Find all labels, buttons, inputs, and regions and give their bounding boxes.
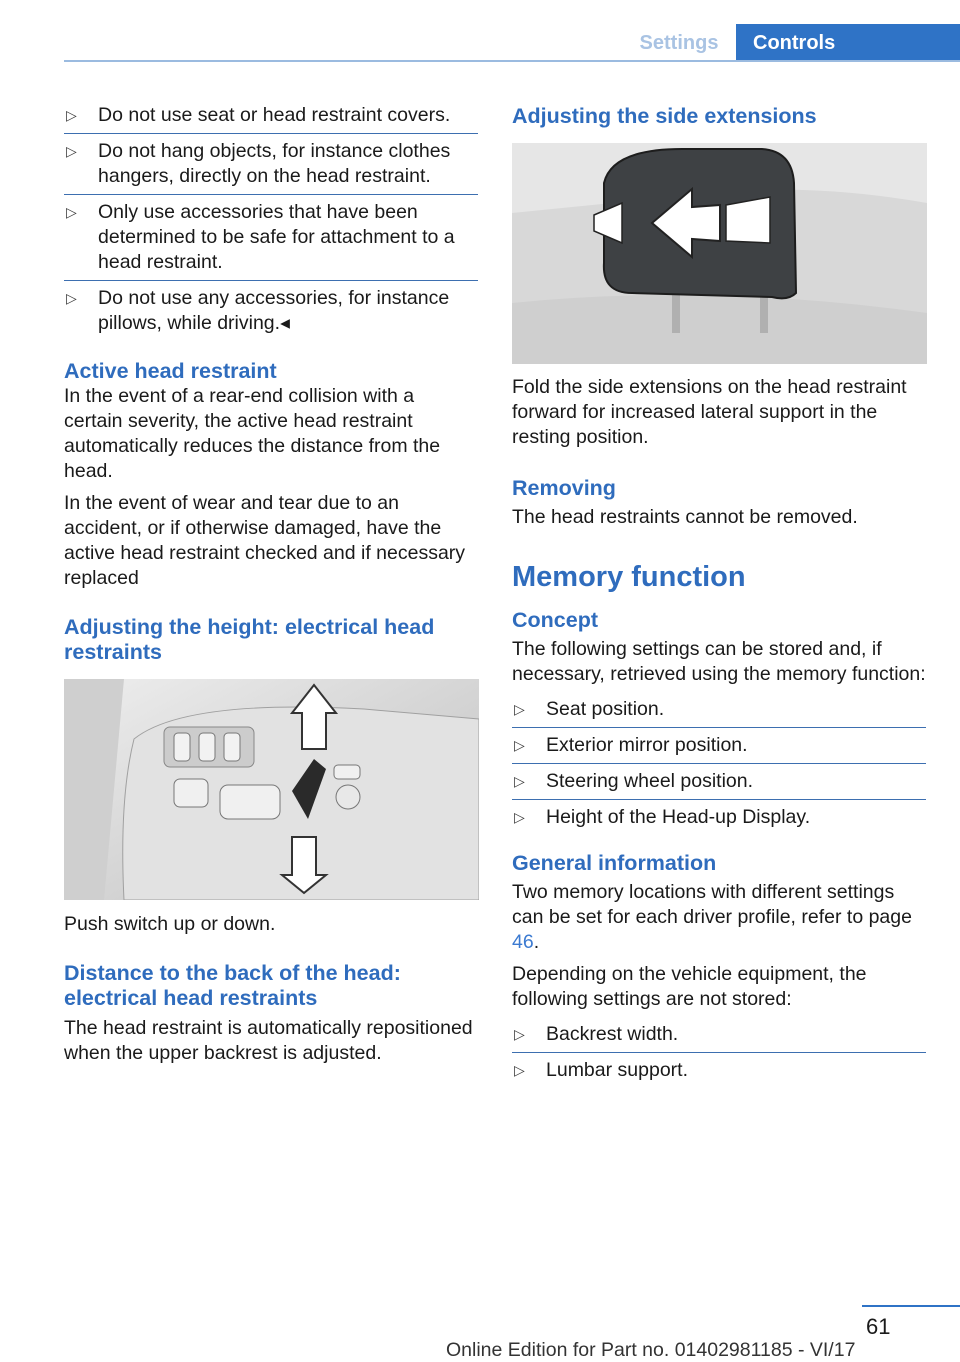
footer-rule [862,1305,960,1307]
page-link[interactable]: 46 [512,931,534,953]
triangle-bullet-icon: ▷ [66,204,77,220]
page-number: 61 [866,1314,891,1339]
concept-heading: Concept [512,608,598,632]
distance-paragraph: The head restraint is automatically repositioned when the upper backrest is adjusted. [64,1017,473,1064]
adjusting-height-heading: Adjusting the height: electrical head restraints [64,615,435,664]
list-item: ▷ Only use accessories that have been determined to be safe for attachment to a head restraint. [64,194,478,280]
list-item: ▷ Seat position. [514,698,665,720]
triangle-bullet-icon: ▷ [514,1062,525,1078]
left-column [64,98,478,1066]
concept-settings-list [512,692,926,835]
tab-controls[interactable]: Controls [736,24,960,62]
memory-function-heading: Memory function [512,561,746,593]
triangle-bullet-icon: ▷ [514,773,525,789]
general-information-heading: General information [512,851,717,875]
removing-paragraph: The head restraints cannot be removed. [512,506,858,528]
active-paragraph-2: In the event of wear and tear due to an accident, or if otherwise damaged, have the active head restraint checked and if necessary replaced [64,492,466,589]
removing-heading: Removing [512,476,616,500]
height-caption: Push switch up or down. [64,913,276,935]
triangle-bullet-icon: ▷ [514,809,525,825]
general-paragraph-2: Depending on the vehicle equipment, the following settings are not stored: [512,963,867,1010]
side-extensions-heading: Adjusting the side extensions [512,104,817,128]
triangle-bullet-icon: ▷ [514,737,525,753]
triangle-bullet-icon: ▷ [66,143,77,159]
list-item: ▷ Exterior mirror position. [512,727,926,763]
distance-heading: Distance to the back of the head: electrical head restraints [64,961,401,1010]
general-paragraph-1: Two memory locations with different settings can be set for each driver profile, refer to page 46. [512,881,912,953]
tab-settings[interactable]: Settings [639,32,719,54]
list-item: ▷ Backrest width. [514,1023,679,1045]
header-rule [64,60,960,62]
triangle-bullet-icon: ▷ [66,290,77,306]
edition-note: Online Edition for Part no. 01402981185 - VI/17 [446,1339,856,1361]
list-item: ▷ Do not use seat or head restraint covers. [66,104,451,126]
restraint-warning-list [64,98,478,341]
list-item: ▷ Height of the Head-up Display. [512,799,926,835]
triangle-bullet-icon: ▷ [514,701,525,717]
list-item: ▷ Do not hang objects, for instance clothes hangers, directly on the head restraint. [64,133,478,194]
right-column [512,104,926,1088]
active-head-restraint-heading: Active head restraint [64,359,277,383]
not-stored-list [512,1017,926,1088]
list-item: ▷ Do not use any accessories, for instance pillows, while driving.◂ [64,280,478,341]
list-item: ▷ Lumbar support. [512,1052,926,1088]
active-paragraph-1: In the event of a rear-end collision with a certain severity, the active head restraint automatically reduces the distance from the head. [64,385,441,482]
side-caption: Fold the side extensions on the head restraint forward for increased lateral support in the resting position. [512,376,907,448]
head-restraint-image [512,143,927,364]
triangle-bullet-icon: ▷ [66,107,77,123]
triangle-bullet-icon: ▷ [514,1026,525,1042]
concept-paragraph: The following settings can be stored and, if necessary, retrieved using the memory function: [512,638,926,685]
seat-switch-image [64,679,479,900]
list-item: ▷ Steering wheel position. [512,763,926,799]
